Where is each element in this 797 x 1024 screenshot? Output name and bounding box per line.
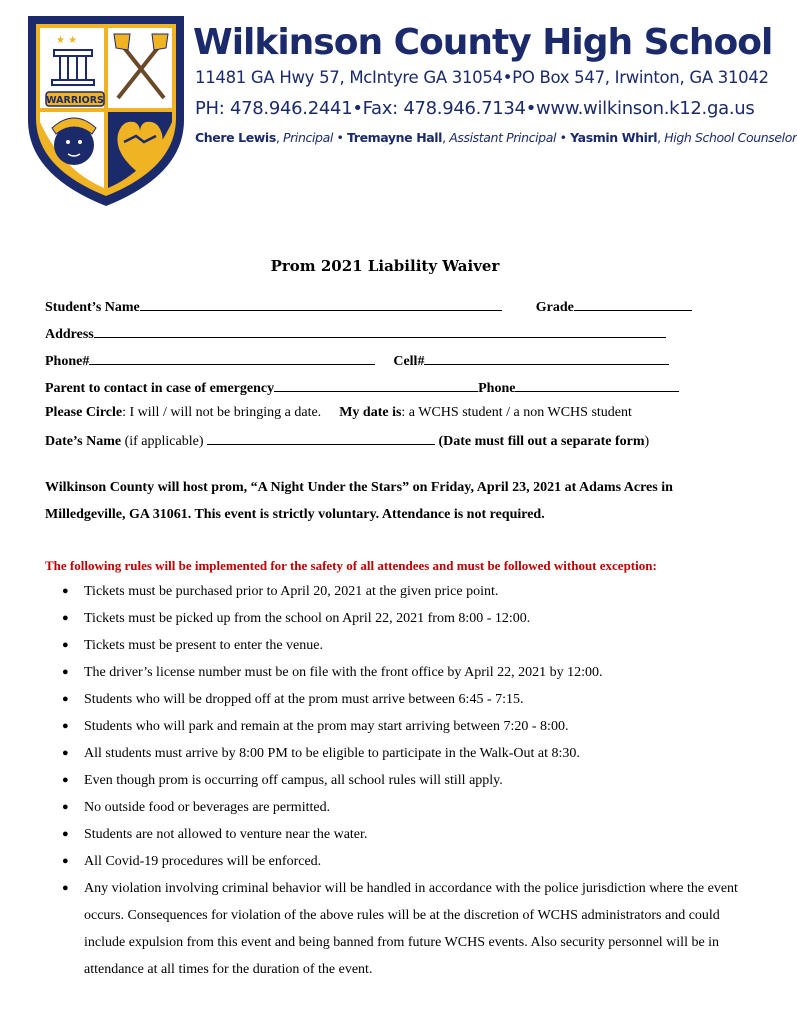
rule-text: Any violation involving criminal behavior will be handled in accordance with the police jurisdiction where the event occurs. Consequences for violation of the above rules will be at the discretion of WCHS administrators and could include expulsion from this event and being banned from future WCHS events. Also security personnel will be in attendance at all times for the duration of the event. (84, 881, 738, 977)
crest-badge-text: WARRIORS (46, 95, 104, 106)
rule-text: Students who will be dropped off at the prom must arrive between 6:45 - 7:15. (84, 692, 524, 707)
waiver-title: Prom 2021 Liability Waiver (270, 257, 500, 275)
staff-separator: , (657, 130, 665, 145)
emergency-phone-label: Phone (478, 381, 516, 396)
staff-separator: • (556, 130, 571, 145)
rule-text: Students who will park and remain at the prom may start arriving between 7:20 - 8:00. (84, 719, 569, 734)
date-name-note: (if applicable) (121, 434, 207, 449)
date-form-note: (Date must fill out a separate form (438, 434, 645, 449)
list-item: ● Tickets must be purchased prior to April 20, 2021 at the given price point. (62, 584, 499, 599)
staff-role: High School Counselor (664, 130, 797, 145)
circle-label: Please Circle (45, 405, 123, 420)
grade-field[interactable] (574, 298, 692, 311)
date-name-field[interactable] (207, 432, 435, 445)
emergency-contact-field[interactable] (274, 379, 478, 392)
list-item: ● Tickets must be picked up from the school on April 22, 2021 from 8:00 - 12:00. (62, 611, 531, 626)
school-name: Wilkinson County High School (193, 22, 773, 63)
rule-text: No outside food or beverages are permitted. (84, 800, 331, 815)
date-name-row (45, 432, 649, 450)
student-name-field[interactable] (140, 298, 502, 311)
staff-separator: , (275, 130, 284, 145)
date-form-close: ) (644, 434, 650, 449)
list-item: ● Students are not allowed to venture near the water. (62, 827, 368, 842)
address-label: Address (45, 327, 94, 342)
list-item: ● Tickets must be present to enter the venue. (62, 638, 323, 653)
bringing-date-options[interactable]: : I will / will not be bringing a date. (122, 405, 322, 420)
my-date-label: My date is (339, 405, 402, 420)
date-type-options[interactable]: : a WCHS student / a non WCHS student (401, 405, 632, 420)
rule-text: Tickets must be picked up from the school on April 22, 2021 from 8:00 - 12:00. (84, 611, 531, 626)
address-field[interactable] (94, 325, 666, 338)
rule-text: Even though prom is occurring off campus, all school rules will still apply. (84, 773, 503, 788)
rule-text: All students must arrive by 8:00 PM to be eligible to participate in the Walk-Out at 8:30. (84, 746, 580, 761)
list-item: ● All Covid-19 procedures will be enforced. (62, 854, 322, 869)
emergency-phone-field[interactable] (515, 379, 679, 392)
list-item: ● No outside food or beverages are permitted. (62, 800, 331, 815)
svg-text:★ ★: ★ ★ (56, 35, 78, 46)
emergency-row (45, 379, 679, 397)
rule-text: The driver’s license number must be on file with the front office by April 22, 2021 by 12:00. (84, 665, 603, 680)
cell-label: Cell# (393, 354, 425, 369)
staff-separator: , (442, 130, 450, 145)
cell-field[interactable] (424, 352, 669, 365)
date-choice-row (45, 405, 632, 421)
staff-role: Assistant Principal (449, 130, 557, 145)
rules-list (62, 578, 742, 983)
staff-line (195, 130, 797, 145)
list-item: ● Students who will park and remain at the prom may start arriving between 7:20 - 8:00. (62, 719, 569, 734)
date-name-label: Date’s Name (45, 434, 122, 449)
student-name-label: Student’s Name (45, 300, 140, 315)
rules-heading: The following rules will be implemented for the safety of all attendees and must be followed without exception: (45, 558, 657, 573)
list-item: ● Any violation involving criminal behavior will be handled in accordance with the police jurisdiction where the event occurs. Consequences for violation of the above rules will be at the discretion of WCHS administrators and could include expulsion from this event and being banned from future WCHS events. Also security personnel will be in attendance at all times for the duration of the event. (62, 881, 738, 977)
staff-name: Chere Lewis (195, 130, 276, 145)
address-row (45, 325, 666, 343)
staff-name: Tremayne Hall (347, 130, 443, 145)
staff-name: Yasmin Whirl (570, 130, 658, 145)
school-contact-line: PH: 478.946.2441•Fax: 478.946.7134•www.wilkinson.k12.ga.us (195, 98, 755, 119)
star-icon (56, 35, 77, 46)
student-name-row (45, 298, 692, 316)
phone-field[interactable] (89, 352, 375, 365)
staff-separator: • (332, 130, 348, 145)
rule-text: All Covid-19 procedures will be enforced. (84, 854, 322, 869)
list-item: ● Students who will be dropped off at the prom must arrive between 6:45 - 7:15. (62, 692, 524, 707)
emergency-contact-label: Parent to contact in case of emergency (45, 381, 275, 396)
staff-role: Principal (283, 130, 333, 145)
intro-paragraph: Wilkinson County will host prom, “A Night Under the Stars” on Friday, April 23, 2021 at Adams Acres in Milledgeville, GA 31061. This event is strictly voluntary. Attendance is not required. (45, 480, 673, 522)
list-item: ● All students must arrive by 8:00 PM to be eligible to participate in the Walk-Out at 8:30. (62, 746, 580, 761)
school-address: 11481 GA Hwy 57, McIntyre GA 31054•PO Box 547, Irwinton, GA 31042 (195, 68, 769, 87)
grade-label: Grade (535, 300, 574, 315)
list-item: ● Even though prom is occurring off campus, all school rules will still apply. (62, 773, 503, 788)
rule-text: Students are not allowed to venture near the water. (84, 827, 368, 842)
phone-row (45, 352, 669, 370)
phone-label: Phone# (45, 354, 90, 369)
list-item: ● The driver’s license number must be on file with the front office by April 22, 2021 by 12:00. (62, 665, 603, 680)
school-crest-icon (22, 10, 190, 210)
rule-text: Tickets must be purchased prior to April 20, 2021 at the given price point. (84, 584, 499, 599)
rule-text: Tickets must be present to enter the venue. (84, 638, 323, 653)
